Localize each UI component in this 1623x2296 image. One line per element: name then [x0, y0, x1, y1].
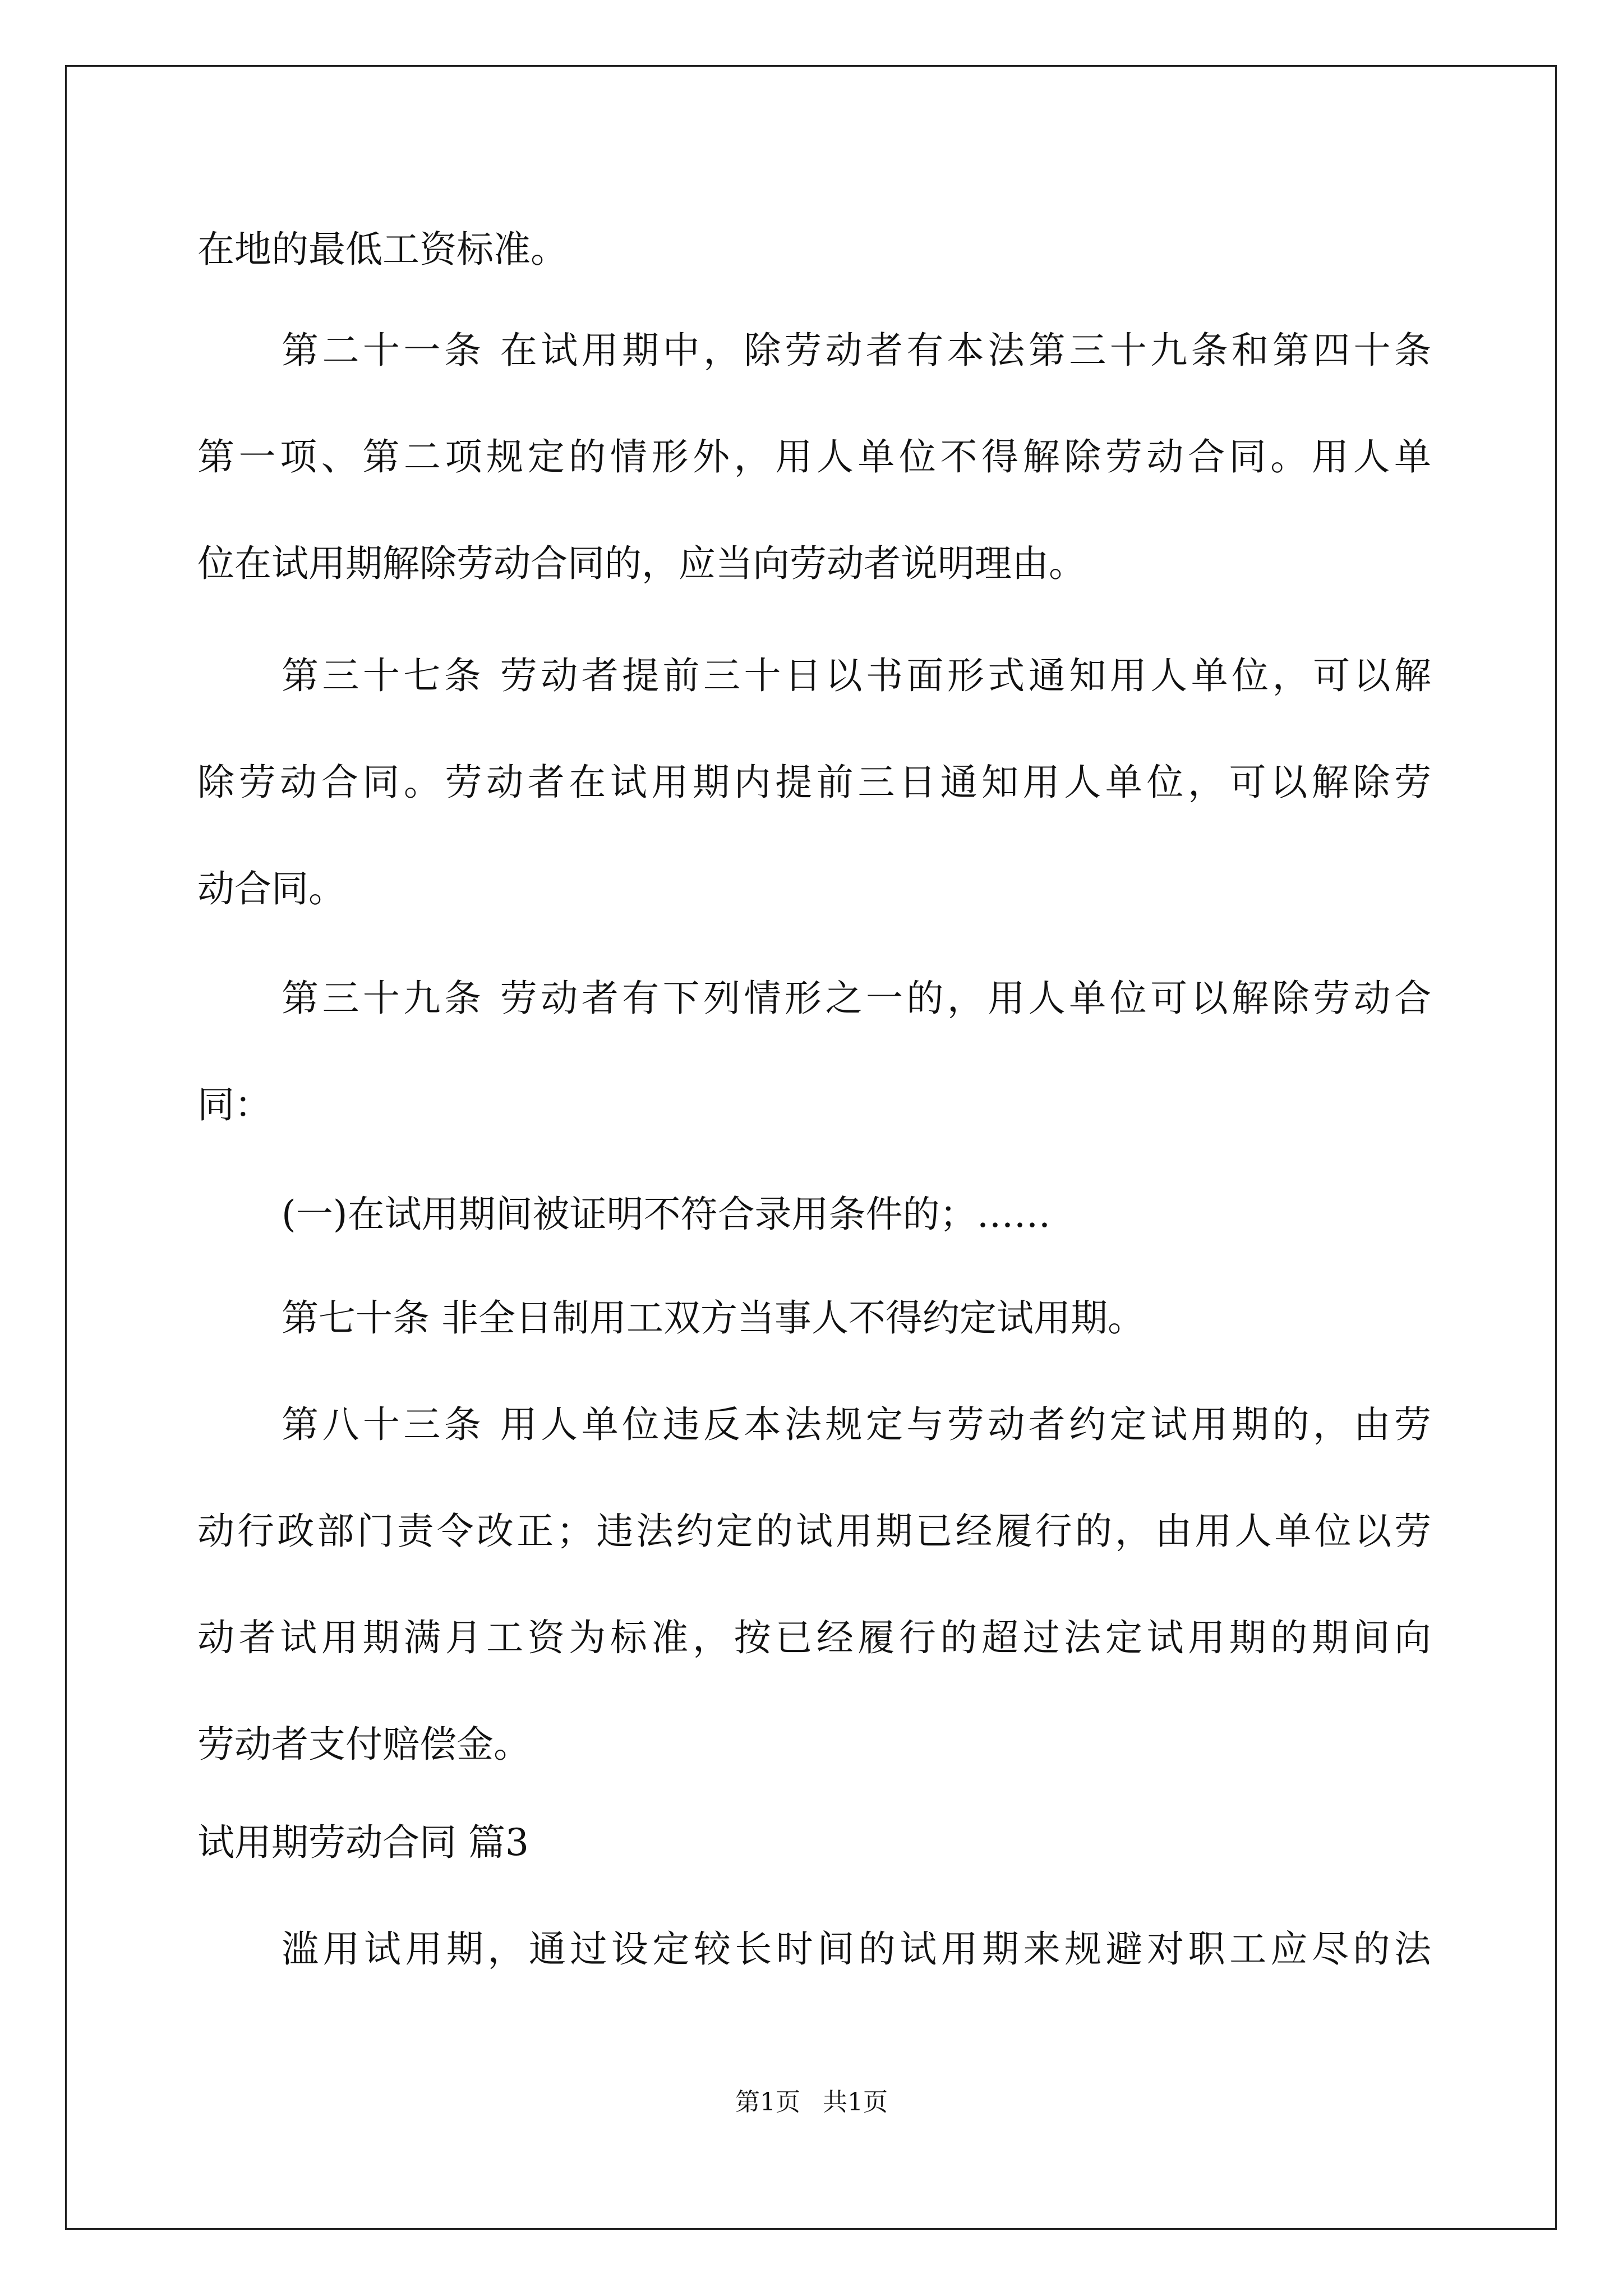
paragraph-line: 第八十三条 用人单位违反本法规定与劳动者约定试用期的，由劳 [282, 1403, 1431, 1446]
paragraph-line: 第七十条 非全日制用工双方当事人不得约定试用期。 [282, 1296, 1145, 1340]
paragraph-line: (一)在试用期间被证明不符合录用条件的；…… [282, 1193, 1051, 1236]
paragraph-line: 动行政部门责令改正；违法约定的试用期已经履行的，由用人单位以劳 [197, 1510, 1431, 1553]
paragraph-line: 第二十一条 在试用期中，除劳动者有本法第三十九条和第四十条 [282, 329, 1431, 372]
paragraph-line: 滥用试用期，通过设定较长时间的试用期来规避对职工应尽的法 [282, 1927, 1431, 1971]
paragraph-line: 第一项、第二项规定的情形外，用人单位不得解除劳动合同。用人单 [197, 435, 1431, 478]
paragraph-line: 动者试用期满月工资为标准，按已经履行的超过法定试用期的期间向 [197, 1616, 1431, 1659]
paragraph-line: 第三十九条 劳动者有下列情形之一的，用人单位可以解除劳动合 [282, 977, 1431, 1020]
paragraph-line: 除劳动合同。劳动者在试用期内提前三日通知用人单位，可以解除劳 [197, 761, 1431, 804]
paragraph-line: 第三十七条 劳动者提前三十日以书面形式通知用人单位，可以解 [282, 654, 1431, 697]
section-heading: 试用期劳动合同 篇3 [197, 1821, 529, 1864]
page-total: 共1页 [823, 2088, 888, 2116]
paragraph-line: 在地的最低工资标准。 [197, 228, 568, 271]
paragraph-line: 动合同。 [197, 867, 345, 910]
paragraph-line: 劳动者支付赔偿金。 [197, 1723, 531, 1766]
paragraph-line: 同： [197, 1083, 271, 1126]
page-footer [0, 2086, 1623, 2119]
page-number: 第1页 [735, 2088, 800, 2116]
page-border [65, 65, 1557, 2230]
paragraph-line: 位在试用期解除劳动合同的，应当向劳动者说明理由。 [197, 542, 1086, 585]
